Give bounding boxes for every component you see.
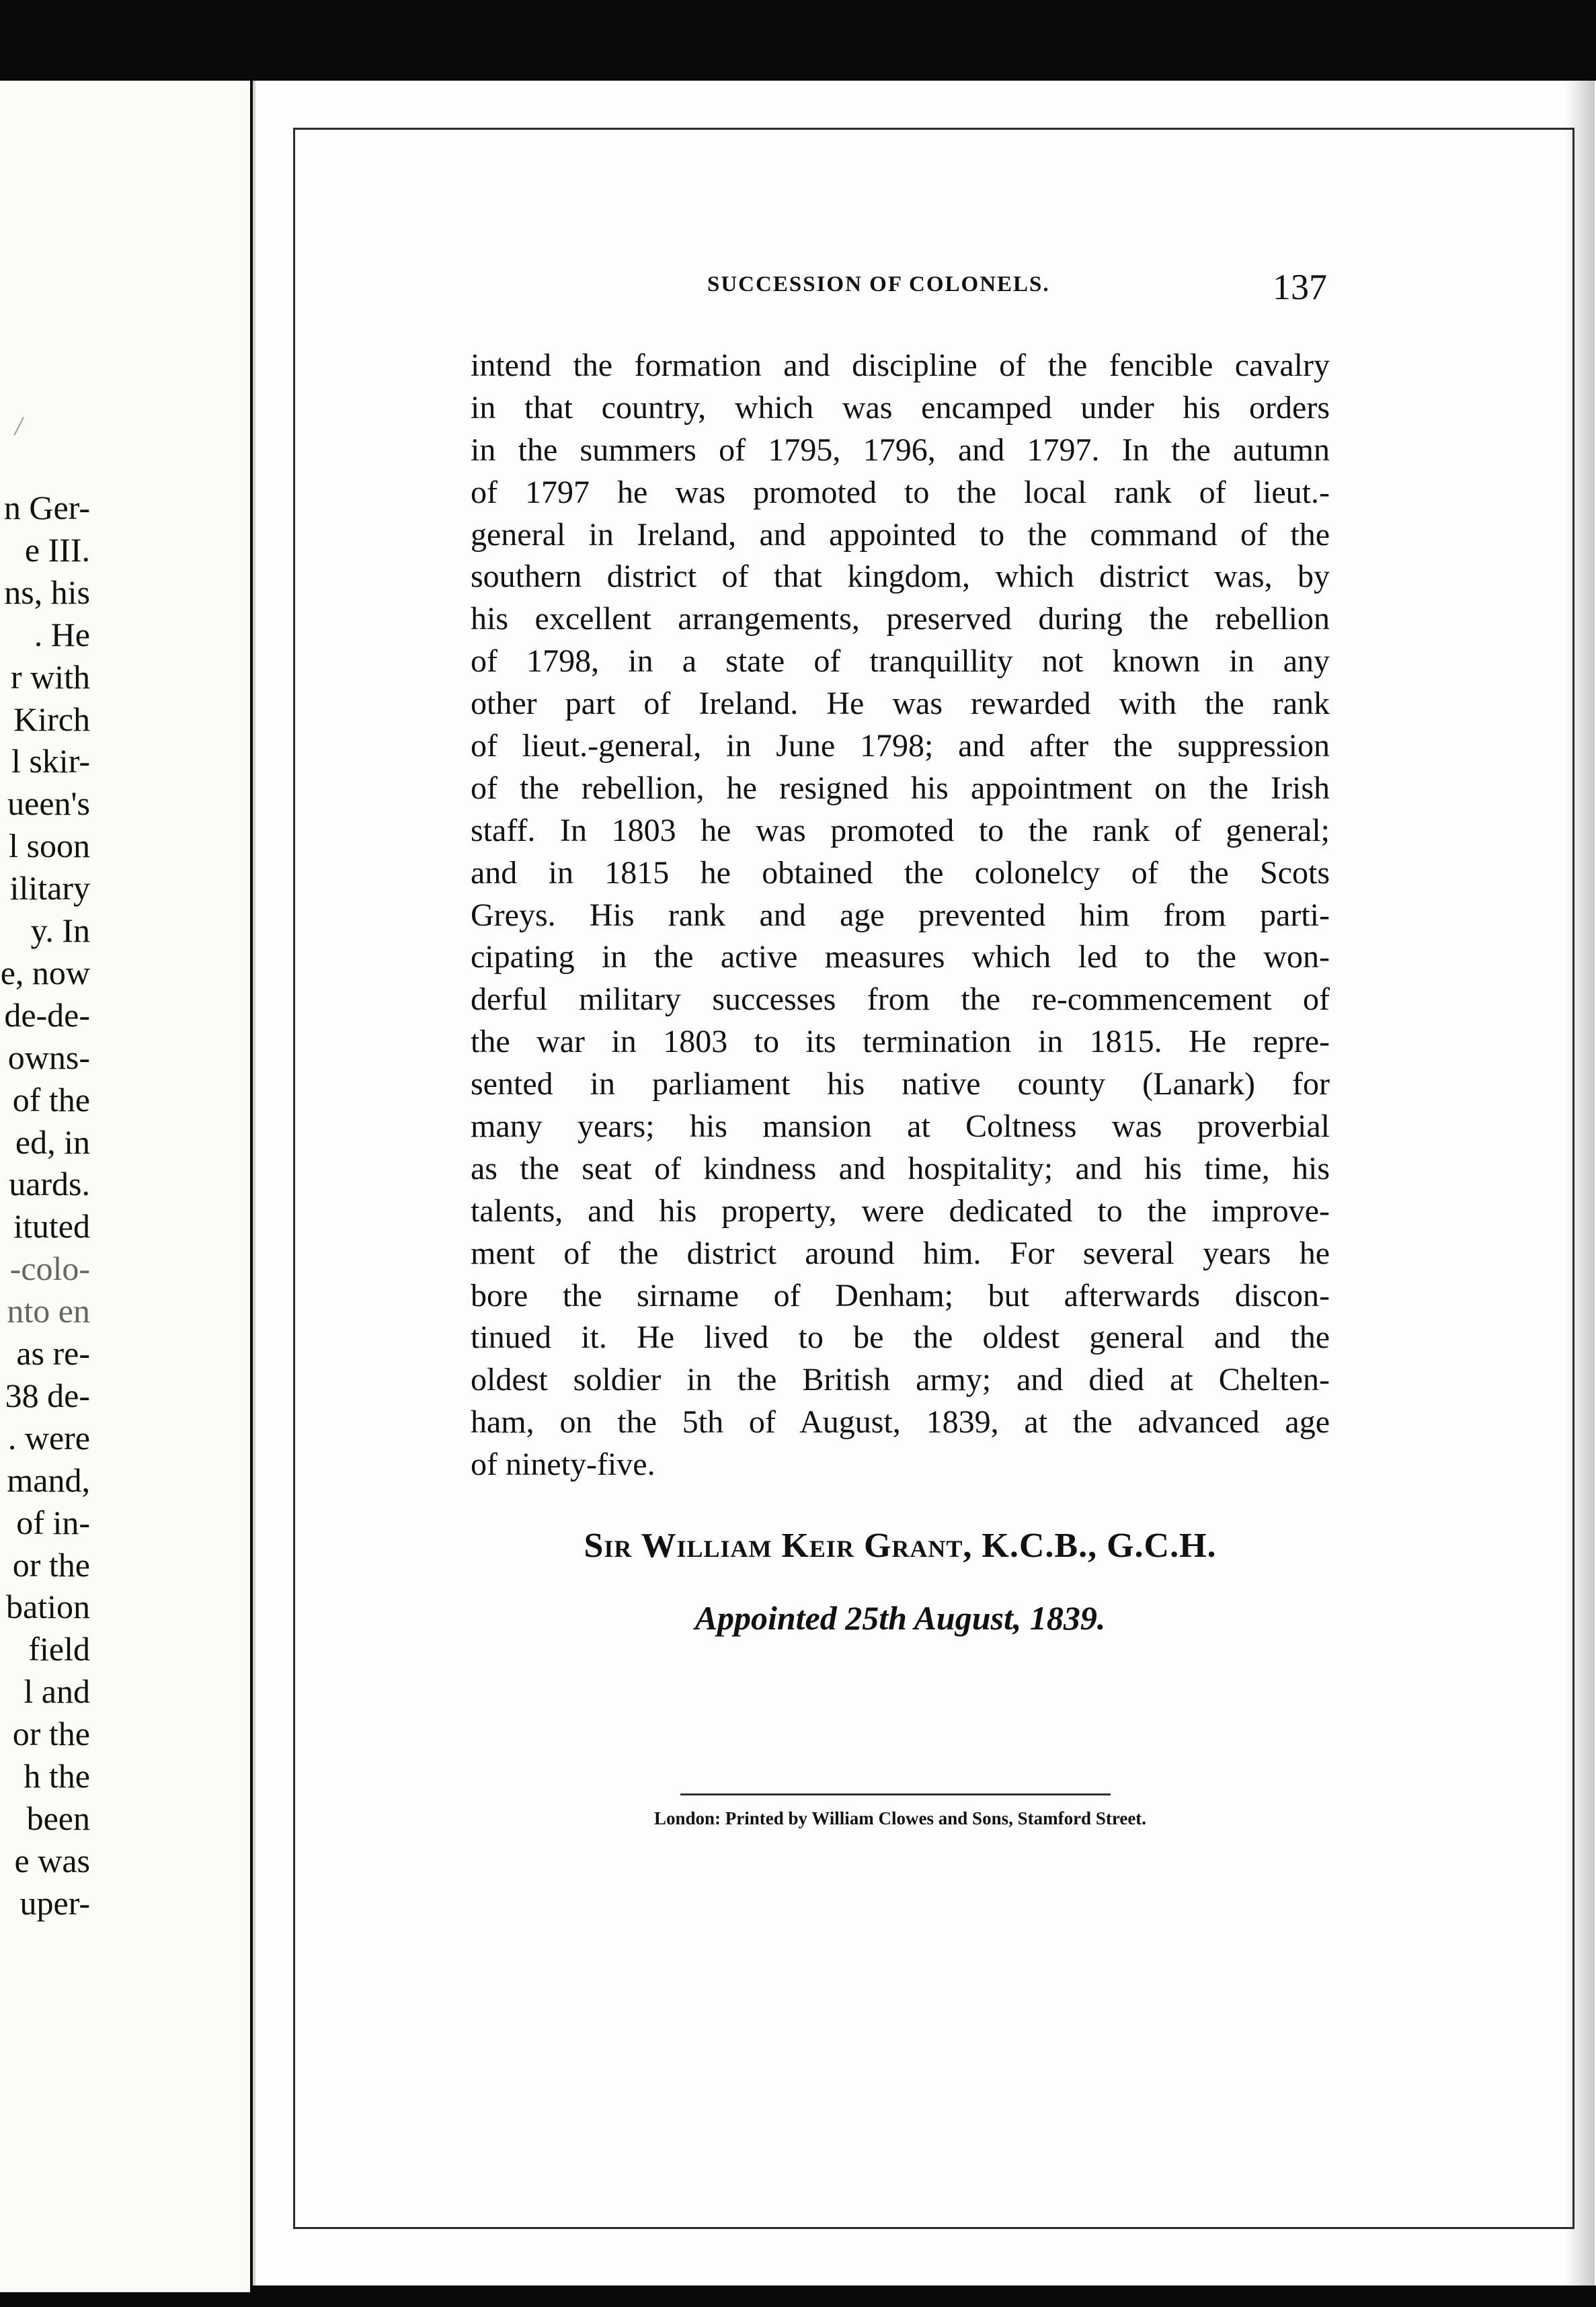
body-line: and in 1815 he obtained the colonelcy of the Scots [471, 854, 1330, 891]
stray-mark: / [15, 411, 23, 441]
body-line: Greys. His rank and age prevented him from parti- [471, 897, 1330, 933]
body-line: staff. In 1803 he was promoted to the rank of general; [471, 812, 1330, 848]
body-line: in the summers of 1795, 1796, and 1797. In the autumn [471, 432, 1330, 468]
body-line: of ninety-five. [471, 1447, 655, 1483]
left-page-line-fragment: of the [12, 1080, 90, 1119]
left-page-line-fragment: ueen's [7, 784, 90, 823]
body-line: ment of the district around him. For several years he [471, 1235, 1330, 1271]
left-page-line-fragment: l soon [9, 827, 90, 865]
colonel-appointment-date: Appointed 25th August, 1839. [694, 1599, 1106, 1637]
left-page-line-fragment: of in- [16, 1503, 90, 1541]
body-line: intend the formation and discipline of the fencible cavalry [471, 348, 1330, 383]
body-line: many years; his mansion at Coltness was proverbial [471, 1108, 1330, 1145]
left-page-line-fragment: or the [12, 1715, 90, 1753]
body-line: of lieut.-general, in June 1798; and after the suppression [471, 728, 1330, 764]
printer-imprint: London: Printed by William Clowes and Sons, Stamford Street. [653, 1808, 1147, 1828]
body-line: tinued it. He lived to be the oldest general and the [471, 1320, 1330, 1356]
body-line: talents, and his property, were dedicated to the improve- [471, 1192, 1330, 1229]
left-page-line-fragment: uper- [19, 1884, 90, 1922]
body-line: ham, on the 5th of August, 1839, at the advanced age [471, 1404, 1330, 1441]
body-text [471, 345, 1330, 1486]
left-page-line-fragment: ilitary [9, 869, 90, 907]
body-line: the war in 1803 to its termination in 1815. He repre- [471, 1024, 1330, 1060]
left-page-line-fragment: n Ger- [3, 489, 90, 526]
left-page-line-fragment: ed, in [15, 1123, 90, 1161]
body-line: oldest soldier in the British army; and died at Chelten- [471, 1362, 1330, 1398]
colonel-heading-name: Sir William Keir Grant, K.C.B., G.C.H. [584, 1527, 1217, 1565]
left-page-line-fragment: been [26, 1799, 90, 1837]
left-page-line-fragment: mand, [7, 1461, 90, 1499]
body-line: of 1798, in a state of tranquillity not known in any [471, 643, 1330, 680]
body-line: bore the sirname of Denham; but afterwards discon- [471, 1277, 1330, 1313]
running-head: SUCCESSION OF COLONELS. [707, 272, 1050, 296]
body-line: derful military successes from the re-commencement of [471, 981, 1330, 1018]
left-page-line-fragment: e was [14, 1841, 90, 1879]
left-page-line-fragment: de-de- [4, 996, 90, 1034]
body-line: southern district of that kingdom, which district was, by [471, 559, 1330, 595]
left-page-line-fragment: 38 de- [5, 1376, 90, 1414]
body-line: of 1797 he was promoted to the local rank of lieut.- [471, 474, 1330, 510]
left-facing-page [0, 81, 250, 2292]
body-line: cipating in the active measures which led to the won- [471, 939, 1330, 975]
left-page-line-fragment: l and [24, 1672, 90, 1711]
left-page-line-fragment: uards. [9, 1165, 90, 1203]
left-page-line-fragment: h the [24, 1757, 90, 1795]
left-page-line-fragment: e, now [0, 953, 90, 991]
left-page-line-fragment: ituted [13, 1207, 90, 1246]
left-page-line-fragment: bation [6, 1588, 90, 1626]
body-line: his excellent arrangements, preserved during the rebellion [471, 601, 1330, 637]
left-page-line-fragment: or the [12, 1545, 90, 1584]
body-line: in that country, which was encamped under his orders [471, 389, 1330, 426]
page-number: 137 [1273, 267, 1327, 307]
imprint-rule [680, 1793, 1111, 1795]
body-line: of the rebellion, he resigned his appointment on the Irish [471, 770, 1330, 806]
left-page-line-fragment: . He [34, 615, 90, 653]
body-line: sented in parliament his native county (Lanark) for [471, 1066, 1330, 1102]
left-page-line-fragment: nto en [7, 1292, 90, 1330]
left-page-line-fragment: as re- [16, 1334, 90, 1372]
left-page-line-fragment: y. In [30, 912, 90, 949]
left-page-line-fragment: r with [10, 657, 90, 696]
left-page-line-fragment: Kirch [13, 700, 90, 738]
left-page-line-fragment: . were [7, 1418, 90, 1457]
left-page-line-fragment: ns, his [4, 573, 90, 611]
body-line: general in Ireland, and appointed to the command of the [471, 516, 1330, 553]
body-line: as the seat of kindness and hospitality; and his time, his [471, 1150, 1330, 1186]
left-page-line-fragment: -colo- [9, 1250, 90, 1288]
left-page-line-fragment: owns- [7, 1038, 90, 1076]
body-line: other part of Ireland. He was rewarded with the rank [471, 686, 1330, 722]
left-page-line-fragment: e III. [24, 530, 90, 569]
left-page-line-fragment: l skir- [11, 742, 90, 780]
left-page-line-fragment: field [28, 1630, 90, 1668]
